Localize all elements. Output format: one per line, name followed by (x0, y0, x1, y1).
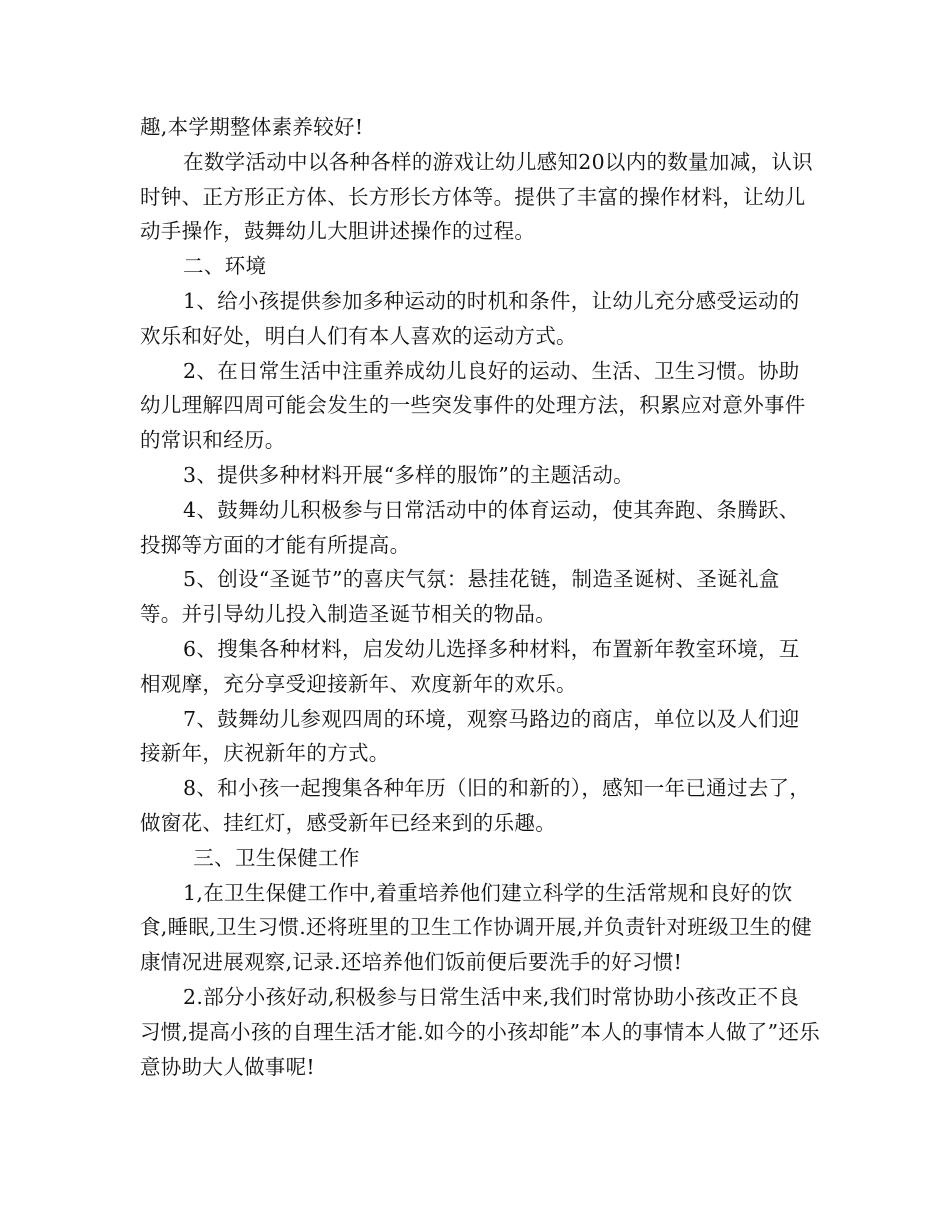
section-heading-environment: 二、环境 (183, 254, 267, 279)
list-item-3: 3、提供多种材料开展“多样的服饰”的主题活动。 (183, 462, 634, 487)
health-item-2: 2.部分小孩好动,积极参与日常生活中来,我们时常协助小孩改正不良习惯,提高小孩的自理生活才能.如今的小孩却能”本人的事情本人做了”还乐意协助大人做事呢! (140, 984, 820, 1079)
list-item-7: 7、鼓舞幼儿参观四周的环境，观察马路边的商店，单位以及人们迎接新年，庆祝新年的方式。 (140, 706, 800, 766)
document-body (140, 110, 820, 1084)
list-item-6: 6、搜集各种材料，启发幼儿选择多种材料，布置新年教室环境，互相观摩，充分享受迎接新年、欢度新年的欢乐。 (140, 636, 800, 696)
health-item-1: 1,在卫生保健工作中,着重培养他们建立科学的生活常规和良好的饮食,睡眠,卫生习惯.还将班里的卫生工作协调开展,并负责针对班级卫生的健康情况进展观察,记录.还培养他们饭前便后要洗手的好习惯! (140, 880, 813, 975)
list-item-2: 2、在日常生活中注重养成幼儿良好的运动、生活、卫生习惯。协助幼儿理解四周可能会发生的一些突发事件的处理方法，积累应对意外事件的常识和经历。 (140, 358, 806, 453)
paragraph-math-activities: 在数学活动中以各种各样的游戏让幼儿感知20以内的数量加减，认识时钟、正方形正方体、长方形长方体等。提供了丰富的操作材料，让幼儿动手操作，鼓舞幼儿大胆讲述操作的过程。 (140, 149, 813, 244)
list-item-8: 8、和小孩一起搜集各种年历（旧的和新的），感知一年已通过去了，做窗花、挂红灯，感受新年已经来到的乐趣。 (140, 776, 811, 835)
section-heading-health: 三、卫生保健工作 (193, 845, 360, 870)
list-item-5: 5、创设“圣诞节”的喜庆气氛：悬挂花链，制造圣诞树、圣诞礼盒等。并引导幼儿投入制造圣诞节相关的物品。 (140, 567, 780, 627)
paragraph-continuation: 趣,本学期整体素养较好! (140, 115, 364, 139)
list-item-1: 1、给小孩提供参加多种运动的时机和条件，让幼儿充分感受运动的欢乐和好处，明白人们有本人喜欢的运动方式。 (140, 288, 800, 348)
list-item-4: 4、鼓舞幼儿积极参与日常活动中的体育运动，使其奔跑、条腾跃、投掷等方面的才能有所提高。 (140, 497, 800, 557)
